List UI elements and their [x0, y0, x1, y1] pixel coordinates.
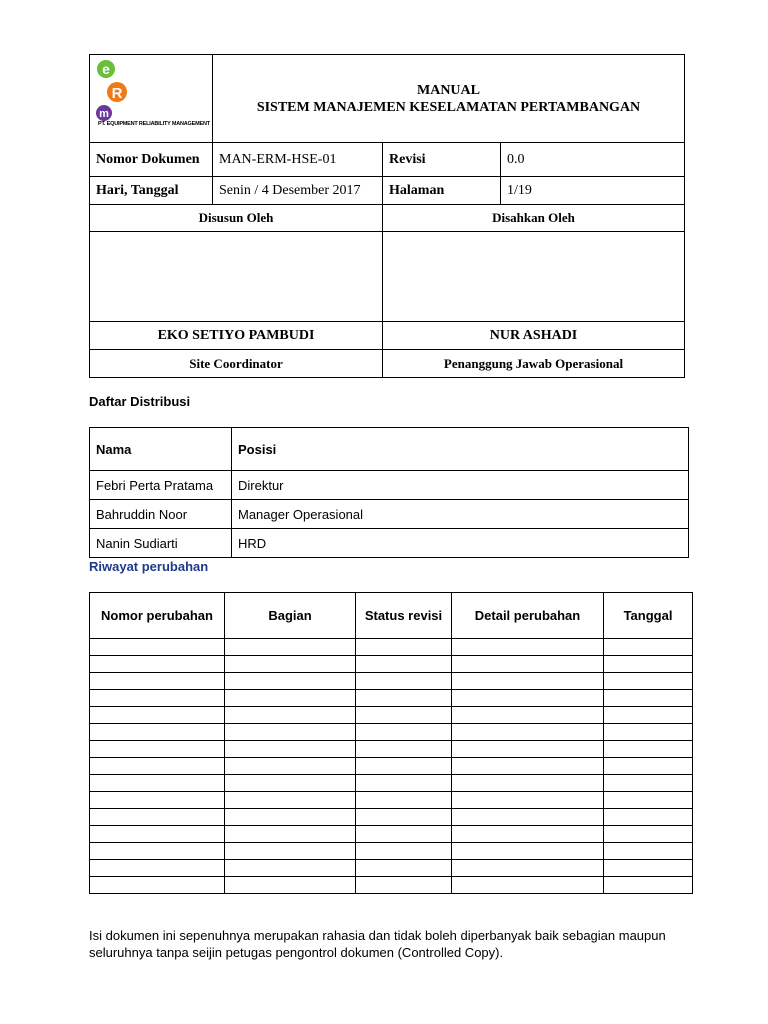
table-cell	[452, 724, 604, 741]
disusun-oleh-label: Disusun Oleh	[90, 205, 383, 232]
table-cell	[225, 843, 356, 860]
tanggal-value: Senin / 4 Desember 2017	[213, 177, 383, 205]
table-cell	[604, 877, 693, 894]
riwayat-title: Riwayat perubahan	[89, 559, 209, 574]
table-cell	[225, 860, 356, 877]
halaman-value: 1/19	[501, 177, 685, 205]
table-row	[90, 707, 693, 724]
riwayat-body	[90, 639, 693, 894]
document-title	[213, 55, 685, 143]
halaman-label: Halaman	[383, 177, 501, 205]
nomor-dokumen-label: Nomor Dokumen	[90, 143, 213, 177]
table-row	[90, 860, 693, 877]
table-cell	[356, 707, 452, 724]
table-cell	[452, 809, 604, 826]
svg-text:e: e	[102, 61, 110, 77]
table-row	[90, 792, 693, 809]
table-cell	[90, 843, 225, 860]
table-cell	[225, 775, 356, 792]
table-cell	[90, 673, 225, 690]
riwayat-header-nomor: Nomor perubahan	[90, 593, 225, 639]
table-cell	[356, 775, 452, 792]
table-cell	[225, 877, 356, 894]
table-cell	[225, 758, 356, 775]
table-cell	[604, 860, 693, 877]
table-cell	[356, 792, 452, 809]
table-cell	[90, 792, 225, 809]
table-cell	[356, 860, 452, 877]
title-line-2: SISTEM MANAJEMEN KESELAMATAN PERTAMBANGAN	[256, 99, 641, 115]
table-cell	[452, 877, 604, 894]
table-cell	[90, 775, 225, 792]
table-cell	[452, 843, 604, 860]
table-cell	[90, 741, 225, 758]
table-cell	[452, 690, 604, 707]
table-cell	[452, 707, 604, 724]
table-row	[90, 529, 689, 558]
table-cell	[90, 690, 225, 707]
table-cell	[90, 826, 225, 843]
table-cell	[604, 690, 693, 707]
table-row	[90, 775, 693, 792]
distribusi-header-nama: Nama	[90, 428, 232, 471]
tanggal-label: Hari, Tanggal	[90, 177, 213, 205]
table-cell	[225, 809, 356, 826]
table-cell	[90, 707, 225, 724]
table-cell	[604, 639, 693, 656]
table-cell	[356, 690, 452, 707]
table-row	[90, 500, 689, 529]
table-cell	[225, 656, 356, 673]
logo-company-text: PT. EQUIPMENT RELIABILITY MANAGEMENT	[98, 121, 210, 127]
riwayat-header-detail: Detail perubahan	[452, 593, 604, 639]
distribusi-nama: Febri Perta Pratama	[90, 471, 232, 500]
table-cell	[356, 877, 452, 894]
table-cell	[356, 826, 452, 843]
table-cell	[604, 775, 693, 792]
distribusi-header-posisi: Posisi	[232, 428, 689, 471]
table-cell	[604, 741, 693, 758]
disahkan-name: NUR ASHADI	[383, 322, 685, 350]
table-cell	[356, 741, 452, 758]
table-row	[90, 724, 693, 741]
table-cell	[452, 656, 604, 673]
table-cell	[452, 826, 604, 843]
table-cell	[604, 809, 693, 826]
table-cell	[604, 707, 693, 724]
table-cell	[90, 809, 225, 826]
table-cell	[356, 724, 452, 741]
title-line-1: MANUAL	[417, 82, 480, 98]
table-cell	[452, 639, 604, 656]
table-cell	[452, 673, 604, 690]
table-row	[90, 656, 693, 673]
table-cell	[452, 741, 604, 758]
table-cell	[90, 656, 225, 673]
table-cell	[90, 758, 225, 775]
svg-text:m: m	[99, 108, 109, 120]
table-cell	[452, 775, 604, 792]
disahkan-oleh-label: Disahkan Oleh	[383, 205, 685, 232]
table-cell	[356, 656, 452, 673]
table-cell	[225, 724, 356, 741]
table-row	[90, 690, 693, 707]
table-cell	[225, 673, 356, 690]
table-cell	[452, 758, 604, 775]
table-cell	[604, 826, 693, 843]
table-row	[90, 741, 693, 758]
table-row	[90, 471, 689, 500]
disusun-role: Site Coordinator	[90, 350, 383, 378]
table-cell	[604, 673, 693, 690]
table-cell	[604, 843, 693, 860]
distribusi-posisi: Manager Operasional	[232, 500, 689, 529]
table-cell	[356, 758, 452, 775]
company-logo	[90, 55, 213, 143]
table-cell	[90, 639, 225, 656]
table-cell	[604, 724, 693, 741]
table-cell	[90, 724, 225, 741]
distribusi-posisi: Direktur	[232, 471, 689, 500]
disahkan-role: Penanggung Jawab Operasional	[383, 350, 685, 378]
table-cell	[604, 758, 693, 775]
table-row	[90, 809, 693, 826]
table-cell	[356, 673, 452, 690]
riwayat-header-bagian: Bagian	[225, 593, 356, 639]
svg-text:R: R	[111, 85, 123, 102]
document-header-table	[89, 54, 685, 378]
table-cell	[452, 860, 604, 877]
distribusi-nama: Bahruddin Noor	[90, 500, 232, 529]
nomor-dokumen-value: MAN-ERM-HSE-01	[213, 143, 383, 177]
revisi-value: 0.0	[501, 143, 685, 177]
riwayat-table	[89, 592, 693, 894]
table-row	[90, 673, 693, 690]
table-cell	[356, 809, 452, 826]
table-row	[90, 639, 693, 656]
table-cell	[225, 826, 356, 843]
distribusi-posisi: HRD	[232, 529, 689, 558]
table-row	[90, 843, 693, 860]
table-cell	[90, 877, 225, 894]
table-cell	[225, 690, 356, 707]
riwayat-header-status: Status revisi	[356, 593, 452, 639]
disusun-name: EKO SETIYO PAMBUDI	[90, 322, 383, 350]
table-row	[90, 758, 693, 775]
table-row	[90, 826, 693, 843]
disahkan-signature-area	[383, 232, 685, 322]
table-cell	[604, 656, 693, 673]
riwayat-header-tanggal: Tanggal	[604, 593, 693, 639]
table-cell	[225, 792, 356, 809]
table-cell	[90, 860, 225, 877]
table-cell	[225, 707, 356, 724]
table-cell	[452, 792, 604, 809]
table-cell	[604, 792, 693, 809]
distribusi-title: Daftar Distribusi	[89, 394, 191, 409]
table-row	[90, 877, 693, 894]
revisi-label: Revisi	[383, 143, 501, 177]
disusun-signature-area	[90, 232, 383, 322]
table-cell	[225, 639, 356, 656]
confidentiality-note: Isi dokumen ini sepenuhnya merupakan rahasia dan tidak boleh diperbanyak baik sebagian maupun seluruhnya tanpa seijin petugas pengontrol dokumen (Controlled Copy).	[89, 928, 666, 960]
distribusi-nama: Nanin Sudiarti	[90, 529, 232, 558]
table-cell	[356, 843, 452, 860]
distribusi-table	[89, 427, 689, 558]
table-cell	[225, 741, 356, 758]
table-cell	[356, 639, 452, 656]
